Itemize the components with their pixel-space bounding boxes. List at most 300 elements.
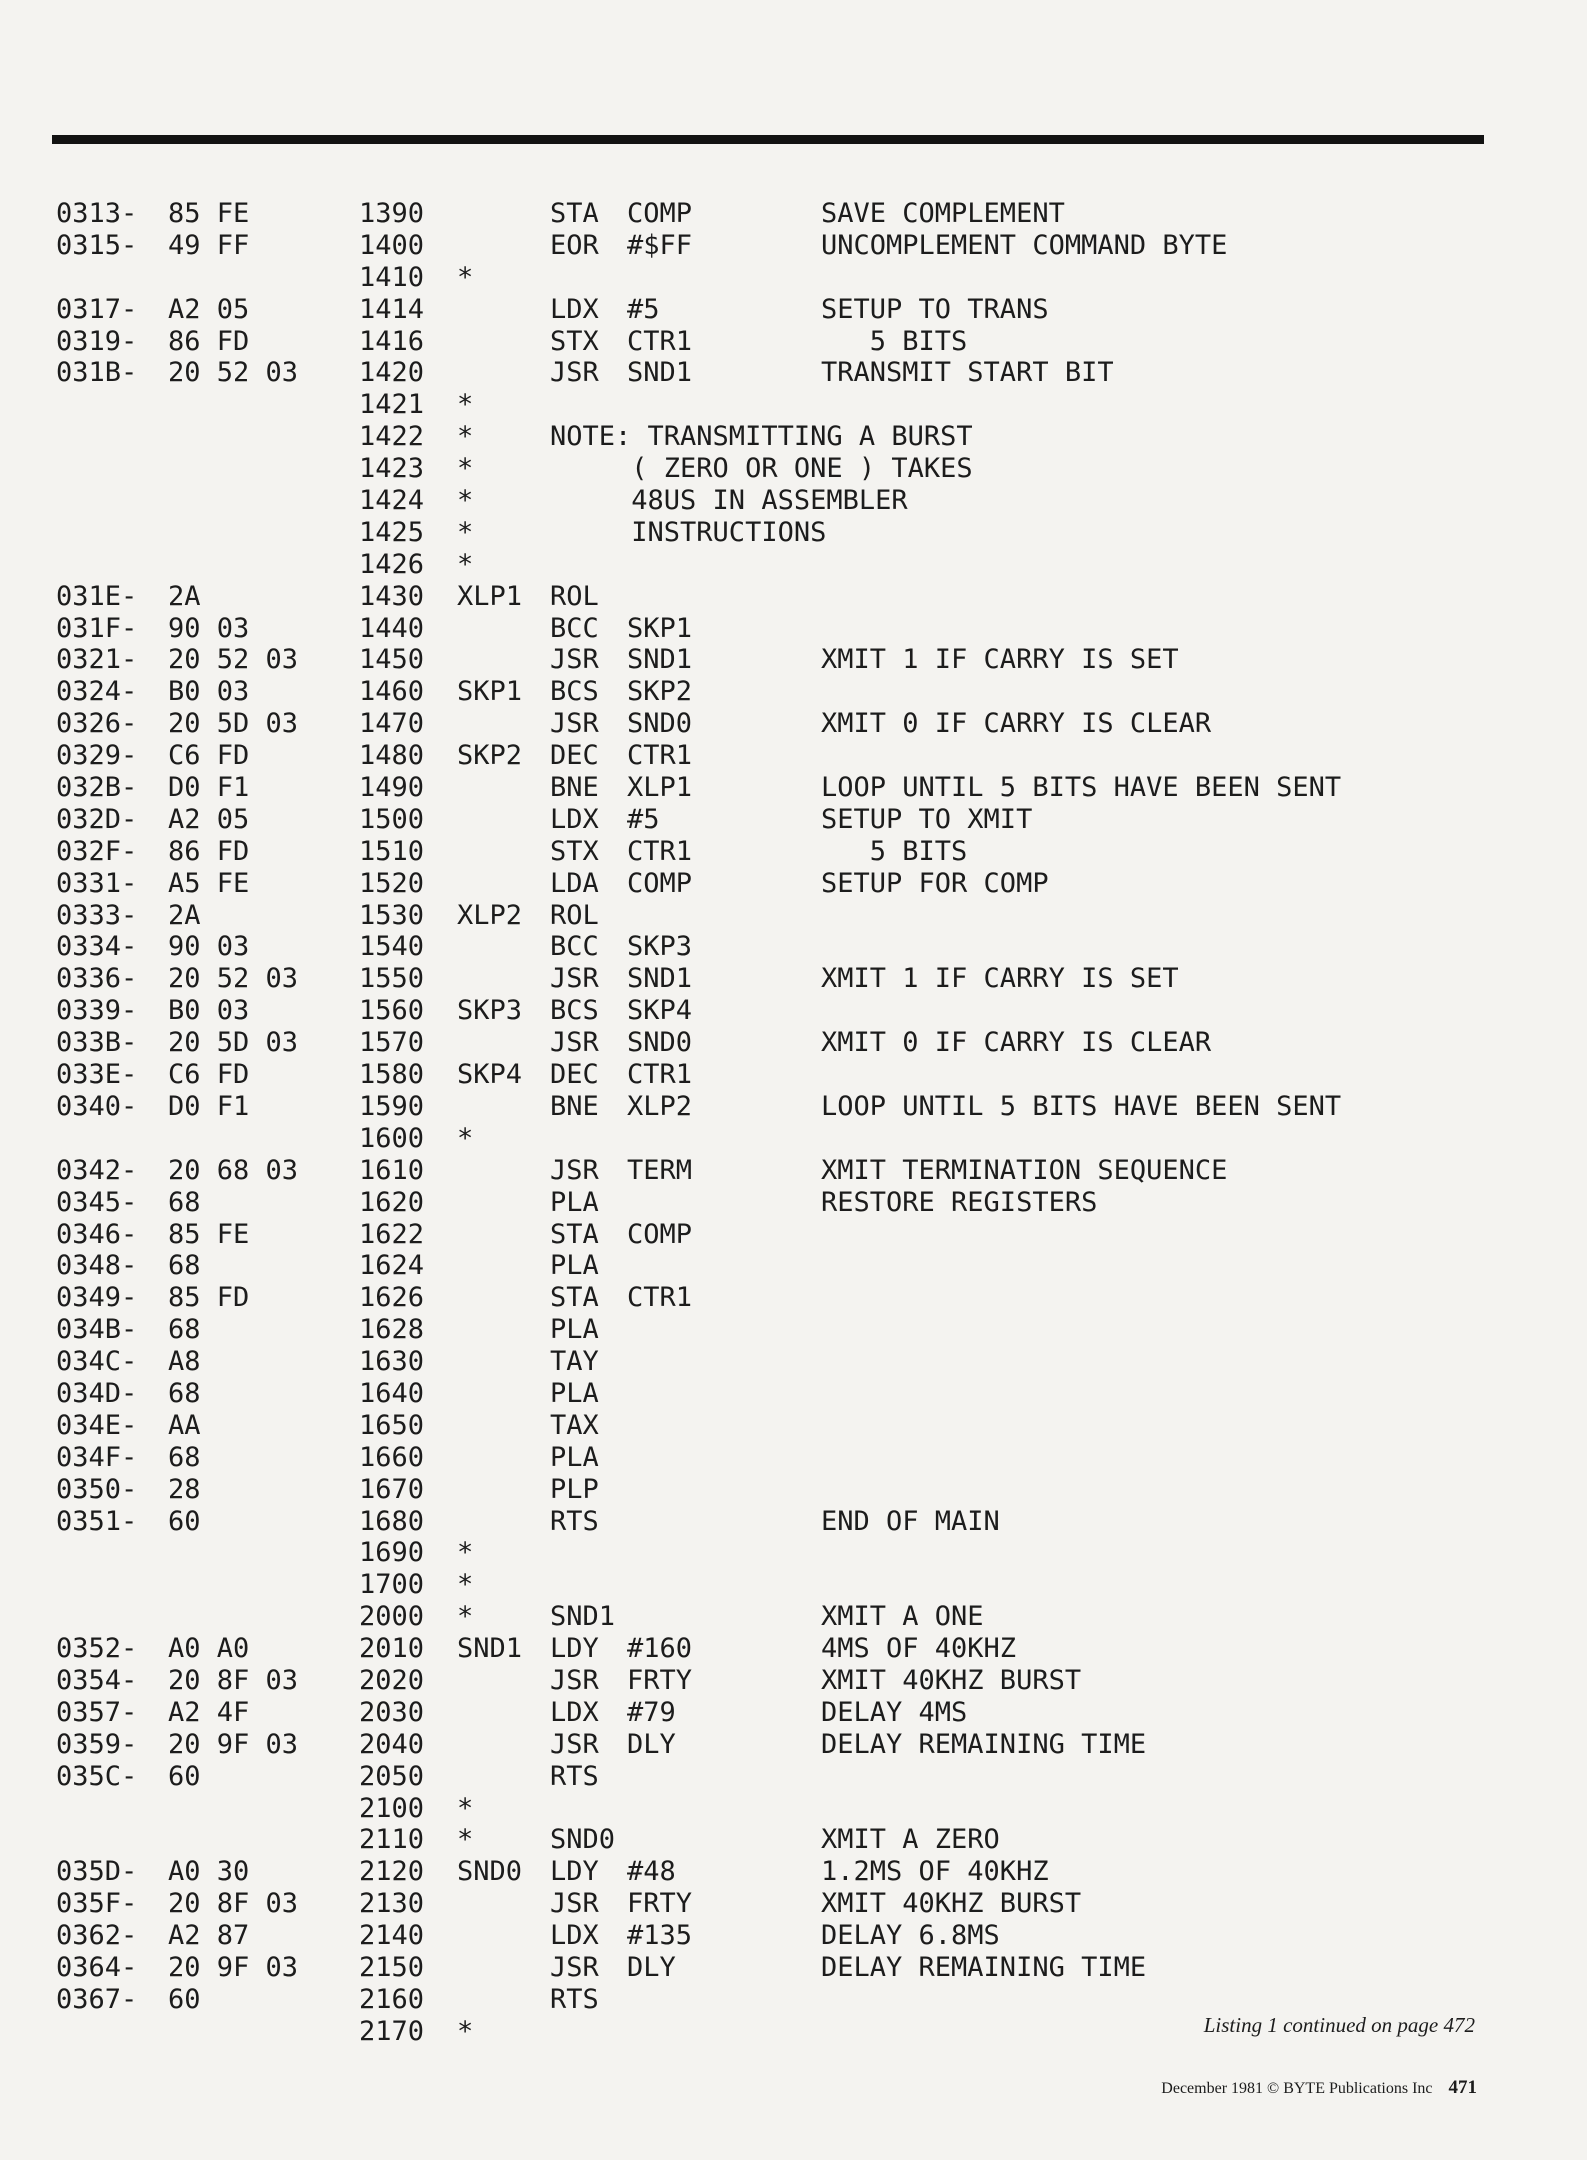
- listing-bytes: C6 FD: [168, 740, 250, 772]
- listing-bytes: 20 9F 03: [168, 1728, 299, 1760]
- listing-operand: CTR1: [627, 1282, 693, 1314]
- listing-line: [56, 772, 1536, 804]
- listing-label: *: [457, 1569, 474, 1601]
- listing-line: [56, 485, 1536, 517]
- listing-address: 032F-: [56, 835, 138, 867]
- listing-line: [56, 1633, 1536, 1665]
- listing-opcode: JSR: [550, 644, 599, 676]
- listing-line: [56, 294, 1536, 326]
- listing-opcode: TAY: [550, 1346, 599, 1378]
- listing-bytes: 68: [168, 1377, 201, 1409]
- listing-label: *: [457, 1601, 474, 1633]
- listing-line-number: 2020: [359, 1664, 425, 1696]
- listing-line: [56, 453, 1536, 485]
- listing-opcode: PLA: [550, 1250, 599, 1282]
- listing-label: *: [457, 548, 474, 580]
- listing-line: [56, 198, 1536, 230]
- listing-address: 0319-: [56, 325, 138, 357]
- listing-comment: RESTORE REGISTERS: [821, 1186, 1098, 1218]
- listing-line-number: 1622: [359, 1218, 425, 1250]
- listing-address: 0342-: [56, 1154, 138, 1186]
- listing-line: [56, 1761, 1536, 1793]
- listing-opcode: LDX: [550, 1696, 599, 1728]
- listing-operand: #160: [627, 1633, 693, 1665]
- listing-label: *: [457, 453, 474, 485]
- listing-comment: TRANSMIT START BIT: [821, 357, 1114, 389]
- listing-bytes: D0 F1: [168, 1090, 250, 1122]
- listing-line: [56, 1506, 1536, 1538]
- listing-comment: LOOP UNTIL 5 BITS HAVE BEEN SENT: [821, 1090, 1342, 1122]
- listing-address: 031E-: [56, 580, 138, 612]
- listing-opcode: STX: [550, 325, 599, 357]
- listing-operand: CTR1: [627, 325, 693, 357]
- listing-address: 0329-: [56, 740, 138, 772]
- listing-line-number: 1480: [359, 740, 425, 772]
- listing-line: [56, 995, 1536, 1027]
- listing-line-number: 1560: [359, 995, 425, 1027]
- listing-address: 0326-: [56, 708, 138, 740]
- listing-opcode: LDX: [550, 293, 599, 325]
- listing-line-number: 1626: [359, 1282, 425, 1314]
- listing-address: 0348-: [56, 1250, 138, 1282]
- listing-operand: XLP2: [627, 1090, 693, 1122]
- listing-address: 031B-: [56, 357, 138, 389]
- listing-line: [56, 804, 1536, 836]
- listing-opcode: LDY: [550, 1633, 599, 1665]
- listing-opcode: EOR: [550, 229, 599, 261]
- listing-operand: CTR1: [627, 740, 693, 772]
- listing-comment: SETUP TO TRANS: [821, 293, 1049, 325]
- listing-label: *: [457, 261, 474, 293]
- listing-operand: SND1: [627, 357, 693, 389]
- listing-address: 0357-: [56, 1696, 138, 1728]
- listing-label: *: [457, 516, 474, 548]
- listing-address: 0354-: [56, 1664, 138, 1696]
- listing-line-number: 2140: [359, 1920, 425, 1952]
- listing-address: 0367-: [56, 1983, 138, 2015]
- listing-line-number: 1650: [359, 1409, 425, 1441]
- listing-line: [56, 740, 1536, 772]
- listing-comment: XMIT 1 IF CARRY IS SET: [821, 644, 1179, 676]
- listing-opcode: LDA: [550, 867, 599, 899]
- listing-address: 033E-: [56, 1059, 138, 1091]
- listing-line-number: 1423: [359, 453, 425, 485]
- listing-operand: CTR1: [627, 835, 693, 867]
- listing-bytes: 60: [168, 1505, 201, 1537]
- listing-opcode: JSR: [550, 1664, 599, 1696]
- listing-address: 035F-: [56, 1888, 138, 1920]
- listing-bytes: 20 8F 03: [168, 1888, 299, 1920]
- listing-line-number: 1470: [359, 708, 425, 740]
- listing-comment: 5 BITS: [821, 325, 968, 357]
- listing-line-number: 2120: [359, 1856, 425, 1888]
- listing-line: [56, 326, 1536, 358]
- listing-line-number: 2100: [359, 1792, 425, 1824]
- listing-line: [56, 1378, 1536, 1410]
- listing-line: [56, 1091, 1536, 1123]
- listing-line: [56, 230, 1536, 262]
- listing-opcode: TAX: [550, 1409, 599, 1441]
- listing-address: 0340-: [56, 1090, 138, 1122]
- listing-bytes: A2 05: [168, 293, 250, 325]
- listing-opcode: LDY: [550, 1856, 599, 1888]
- listing-line: [56, 708, 1536, 740]
- listing-line: [56, 1697, 1536, 1729]
- listing-bytes: 28: [168, 1473, 201, 1505]
- listing-bytes: D0 F1: [168, 772, 250, 804]
- listing-opcode: BCS: [550, 995, 599, 1027]
- listing-opcode: BCS: [550, 676, 599, 708]
- listing-line: [56, 836, 1536, 868]
- listing-bytes: A8: [168, 1346, 201, 1378]
- listing-comment: DELAY REMAINING TIME: [821, 1951, 1147, 1983]
- listing-bytes: 20 68 03: [168, 1154, 299, 1186]
- listing-operand: COMP: [627, 1218, 693, 1250]
- listing-line-number: 1670: [359, 1473, 425, 1505]
- listing-bytes: AA: [168, 1409, 201, 1441]
- listing-note: INSTRUCTIONS: [550, 516, 827, 548]
- listing-comment: DELAY 6.8MS: [821, 1920, 1000, 1952]
- listing-operand: #5: [627, 803, 660, 835]
- listing-operand: #48: [627, 1856, 676, 1888]
- listing-opcode: SND1: [550, 1601, 616, 1633]
- listing-bytes: 68: [168, 1314, 201, 1346]
- listing-line: [56, 963, 1536, 995]
- listing-address: 0349-: [56, 1282, 138, 1314]
- listing-line-number: 1414: [359, 293, 425, 325]
- listing-bytes: A2 87: [168, 1920, 250, 1952]
- listing-line: [56, 1920, 1536, 1952]
- listing-address: 0313-: [56, 198, 138, 229]
- listing-address: 034D-: [56, 1377, 138, 1409]
- listing-comment: SETUP TO XMIT: [821, 803, 1033, 835]
- listing-line: [56, 517, 1536, 549]
- listing-line-number: 1490: [359, 772, 425, 804]
- listing-line-number: 1450: [359, 644, 425, 676]
- listing-operand: TERM: [627, 1154, 693, 1186]
- listing-address: 0346-: [56, 1218, 138, 1250]
- listing-opcode: BNE: [550, 1090, 599, 1122]
- listing-bytes: 85 FE: [168, 1218, 250, 1250]
- listing-line-number: 1680: [359, 1505, 425, 1537]
- listing-bytes: 20 5D 03: [168, 708, 299, 740]
- listing-line: [56, 1601, 1536, 1633]
- listing-line-number: 2040: [359, 1728, 425, 1760]
- listing-operand: #79: [627, 1696, 676, 1728]
- listing-label: *: [457, 1537, 474, 1569]
- listing-bytes: A5 FE: [168, 867, 250, 899]
- listing-opcode: STA: [550, 198, 599, 229]
- listing-comment: SAVE COMPLEMENT: [821, 198, 1065, 229]
- listing-line-number: 2050: [359, 1760, 425, 1792]
- listing-label: SKP4: [457, 1059, 523, 1091]
- listing-address: 034F-: [56, 1441, 138, 1473]
- listing-label: SND1: [457, 1633, 523, 1665]
- listing-note: 48US IN ASSEMBLER: [550, 485, 908, 517]
- listing-opcode: JSR: [550, 357, 599, 389]
- listing-line: [56, 644, 1536, 676]
- listing-line-number: 1640: [359, 1377, 425, 1409]
- listing-comment: DELAY 4MS: [821, 1696, 968, 1728]
- listing-opcode: JSR: [550, 1154, 599, 1186]
- listing-bytes: A0 30: [168, 1856, 250, 1888]
- listing-opcode: JSR: [550, 1728, 599, 1760]
- listing-bytes: 20 5D 03: [168, 1027, 299, 1059]
- listing-bytes: B0 03: [168, 995, 250, 1027]
- listing-line: [56, 1442, 1536, 1474]
- listing-line: [56, 1984, 1536, 2016]
- listing-comment: XMIT 1 IF CARRY IS SET: [821, 963, 1179, 995]
- listing-label: SND0: [457, 1856, 523, 1888]
- listing-comment: 5 BITS: [821, 835, 968, 867]
- listing-label: SKP3: [457, 995, 523, 1027]
- listing-line-number: 1590: [359, 1090, 425, 1122]
- listing-line-number: 1630: [359, 1346, 425, 1378]
- listing-bytes: B0 03: [168, 676, 250, 708]
- listing-operand: CTR1: [627, 1059, 693, 1091]
- listing-bytes: A0 A0: [168, 1633, 250, 1665]
- listing-label: SKP2: [457, 740, 523, 772]
- listing-comment: LOOP UNTIL 5 BITS HAVE BEEN SENT: [821, 772, 1342, 804]
- listing-label: *: [457, 1122, 474, 1154]
- listing-comment: SETUP FOR COMP: [821, 867, 1049, 899]
- listing-opcode: STA: [550, 1218, 599, 1250]
- listing-address: 0331-: [56, 867, 138, 899]
- listing-opcode: PLA: [550, 1314, 599, 1346]
- listing-label: SKP1: [457, 676, 523, 708]
- listing-opcode: LDX: [550, 1920, 599, 1952]
- listing-address: 032D-: [56, 803, 138, 835]
- listing-operand: SND1: [627, 644, 693, 676]
- listing-bytes: 86 FD: [168, 325, 250, 357]
- listing-line: [56, 1123, 1536, 1155]
- listing-line-number: 1440: [359, 612, 425, 644]
- listing-operand: #$FF: [627, 229, 693, 261]
- listing-bytes: 85 FE: [168, 198, 250, 229]
- listing-line-number: 1430: [359, 580, 425, 612]
- listing-line: [56, 549, 1536, 581]
- listing-address: 0351-: [56, 1505, 138, 1537]
- listing-comment: XMIT TERMINATION SEQUENCE: [821, 1154, 1228, 1186]
- listing-opcode: DEC: [550, 740, 599, 772]
- listing-operand: SKP3: [627, 931, 693, 963]
- listing-line-number: 1628: [359, 1314, 425, 1346]
- listing-line-number: 1425: [359, 516, 425, 548]
- listing-bytes: 85 FD: [168, 1282, 250, 1314]
- page-number: 471: [1448, 2077, 1477, 2098]
- listing-opcode: DEC: [550, 1059, 599, 1091]
- listing-line-number: 2170: [359, 2015, 425, 2047]
- listing-opcode: ROL: [550, 899, 599, 931]
- listing-address: 0315-: [56, 229, 138, 261]
- listing-comment: XMIT A ZERO: [821, 1824, 1000, 1856]
- listing-operand: #5: [627, 293, 660, 325]
- listing-line-number: 1540: [359, 931, 425, 963]
- listing-address: 035D-: [56, 1856, 138, 1888]
- listing-line: [56, 262, 1536, 294]
- listing-line-number: 1624: [359, 1250, 425, 1282]
- listing-line-number: 1520: [359, 867, 425, 899]
- listing-operand: SKP1: [627, 612, 693, 644]
- listing-comment: UNCOMPLEMENT COMMAND BYTE: [821, 229, 1228, 261]
- listing-opcode: PLA: [550, 1186, 599, 1218]
- listing-operand: SND0: [627, 1027, 693, 1059]
- listing-bytes: 49 FF: [168, 229, 250, 261]
- listing-opcode: STA: [550, 1282, 599, 1314]
- listing-line-number: 1570: [359, 1027, 425, 1059]
- listing-bytes: 20 52 03: [168, 644, 299, 676]
- listing-line-number: 1660: [359, 1441, 425, 1473]
- listing-comment: END OF MAIN: [821, 1505, 1000, 1537]
- listing-line-number: 1700: [359, 1569, 425, 1601]
- listing-line: [56, 1888, 1536, 1920]
- listing-line: [56, 1314, 1536, 1346]
- listing-line: [56, 1282, 1536, 1314]
- listing-bytes: 68: [168, 1441, 201, 1473]
- listing-bytes: 68: [168, 1186, 201, 1218]
- listing-line: [56, 581, 1536, 613]
- listing-line-number: 2130: [359, 1888, 425, 1920]
- listing-opcode: ROL: [550, 580, 599, 612]
- listing-line: [56, 900, 1536, 932]
- listing-operand: SKP2: [627, 676, 693, 708]
- listing-bytes: 20 8F 03: [168, 1664, 299, 1696]
- listing-address: 0334-: [56, 931, 138, 963]
- listing-operand: DLY: [627, 1728, 676, 1760]
- listing-operand: COMP: [627, 867, 693, 899]
- listing-line-number: 2000: [359, 1601, 425, 1633]
- listing-line: [56, 1729, 1536, 1761]
- listing-opcode: RTS: [550, 1983, 599, 2015]
- listing-line: [56, 1027, 1536, 1059]
- listing-line: [56, 1824, 1536, 1856]
- listing-comment: 1.2MS OF 40KHZ: [821, 1856, 1049, 1888]
- listing-line-number: 1620: [359, 1186, 425, 1218]
- listing-address: 0350-: [56, 1473, 138, 1505]
- listing-bytes: 86 FD: [168, 835, 250, 867]
- listing-address: 034C-: [56, 1346, 138, 1378]
- listing-address: 0324-: [56, 676, 138, 708]
- continued-note: Listing 1 continued on page 472: [1203, 2013, 1475, 2037]
- listing-operand: SND1: [627, 963, 693, 995]
- listing-line: [56, 1537, 1536, 1569]
- listing-line: [56, 389, 1536, 421]
- listing-address: 034B-: [56, 1314, 138, 1346]
- listing-line-number: 1500: [359, 803, 425, 835]
- listing-line: [56, 1793, 1536, 1825]
- code-listing: [56, 198, 1536, 2048]
- listing-line-number: 1422: [359, 421, 425, 453]
- listing-opcode: JSR: [550, 1888, 599, 1920]
- listing-address: 0362-: [56, 1920, 138, 1952]
- listing-opcode: JSR: [550, 1951, 599, 1983]
- listing-line: [56, 1346, 1536, 1378]
- listing-line: [56, 613, 1536, 645]
- listing-line-number: 1416: [359, 325, 425, 357]
- listing-bytes: A2 4F: [168, 1696, 250, 1728]
- listing-line: [56, 676, 1536, 708]
- listing-bytes: C6 FD: [168, 1059, 250, 1091]
- listing-comment: XMIT 0 IF CARRY IS CLEAR: [821, 1027, 1212, 1059]
- listing-line: [56, 357, 1536, 389]
- listing-line: [56, 1059, 1536, 1091]
- listing-operand: FRTY: [627, 1664, 693, 1696]
- listing-line: [56, 1410, 1536, 1442]
- listing-opcode: RTS: [550, 1505, 599, 1537]
- listing-comment: DELAY REMAINING TIME: [821, 1728, 1147, 1760]
- listing-opcode: JSR: [550, 1027, 599, 1059]
- listing-line: [56, 1250, 1536, 1282]
- listing-line-number: 2110: [359, 1824, 425, 1856]
- listing-line-number: 2030: [359, 1696, 425, 1728]
- listing-opcode: SND0: [550, 1824, 616, 1856]
- listing-address: 0336-: [56, 963, 138, 995]
- listing-note: ( ZERO OR ONE ) TAKES: [550, 453, 973, 485]
- listing-label: *: [457, 1824, 474, 1856]
- listing-opcode: PLA: [550, 1377, 599, 1409]
- listing-address: 0345-: [56, 1186, 138, 1218]
- listing-bytes: A2 05: [168, 803, 250, 835]
- listing-line-number: 1421: [359, 389, 425, 421]
- listing-operand: COMP: [627, 198, 693, 229]
- listing-bytes: 20 9F 03: [168, 1951, 299, 1983]
- listing-line: [56, 1187, 1536, 1219]
- listing-line-number: 1610: [359, 1154, 425, 1186]
- listing-address: 0352-: [56, 1633, 138, 1665]
- listing-bytes: 60: [168, 1983, 201, 2015]
- footer-date-credit: December 1981 © BYTE Publications Inc: [1161, 2080, 1433, 2097]
- listing-opcode: JSR: [550, 963, 599, 995]
- listing-line-number: 1424: [359, 485, 425, 517]
- listing-line: [56, 1474, 1536, 1506]
- listing-bytes: 2A: [168, 580, 201, 612]
- listing-line-number: 2160: [359, 1983, 425, 2015]
- listing-line-number: 1390: [359, 198, 425, 229]
- listing-label: *: [457, 485, 474, 517]
- listing-bytes: 90 03: [168, 931, 250, 963]
- listing-line: [56, 868, 1536, 900]
- listing-operand: FRTY: [627, 1888, 693, 1920]
- listing-opcode: BNE: [550, 772, 599, 804]
- listing-line-number: 1510: [359, 835, 425, 867]
- listing-line: [56, 421, 1536, 453]
- listing-line-number: 1400: [359, 229, 425, 261]
- listing-line: [56, 1569, 1536, 1601]
- listing-line-number: 1426: [359, 548, 425, 580]
- listing-opcode: PLA: [550, 1441, 599, 1473]
- listing-bytes: 90 03: [168, 612, 250, 644]
- listing-opcode: BCC: [550, 612, 599, 644]
- listing-line: [56, 1665, 1536, 1697]
- listing-operand: #135: [627, 1920, 693, 1952]
- listing-line-number: 1690: [359, 1537, 425, 1569]
- listing-comment: XMIT 40KHZ BURST: [821, 1664, 1082, 1696]
- listing-line-number: 1420: [359, 357, 425, 389]
- listing-bytes: 20 52 03: [168, 963, 299, 995]
- listing-opcode: RTS: [550, 1760, 599, 1792]
- listing-line-number: 1530: [359, 899, 425, 931]
- listing-line-number: 1550: [359, 963, 425, 995]
- listing-label: XLP1: [457, 580, 523, 612]
- listing-line: [56, 1219, 1536, 1251]
- listing-address: 035C-: [56, 1760, 138, 1792]
- listing-opcode: BCC: [550, 931, 599, 963]
- listing-address: 0317-: [56, 293, 138, 325]
- listing-comment: XMIT 0 IF CARRY IS CLEAR: [821, 708, 1212, 740]
- listing-line: [56, 1856, 1536, 1888]
- listing-line-number: 1460: [359, 676, 425, 708]
- listing-line-number: 1580: [359, 1059, 425, 1091]
